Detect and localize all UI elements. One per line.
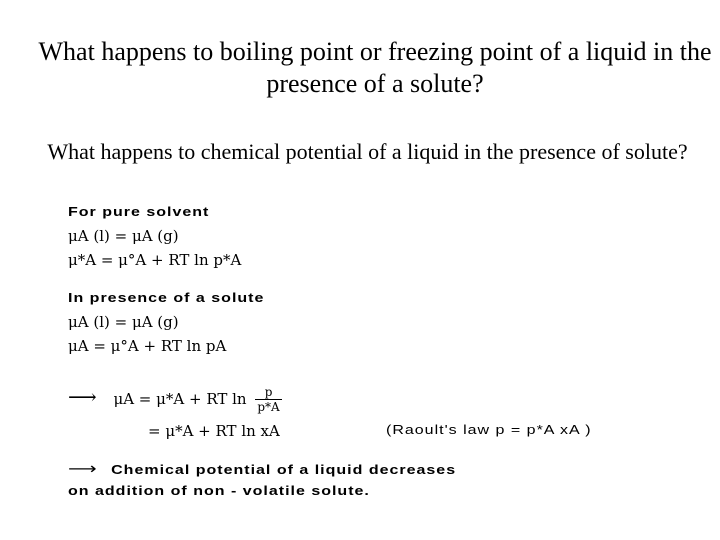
fraction-numerator: p: [255, 385, 281, 400]
solute-equation-2: μA = μ°A + RT ln pA: [68, 337, 227, 355]
pure-solvent-heading: For pure solvent: [68, 205, 210, 220]
pure-equation-2: μ*A = μ°A + RT ln p*A: [68, 251, 242, 269]
fraction-denominator: p*A: [257, 400, 280, 414]
pressure-ratio-fraction: [255, 385, 281, 414]
implies-arrow-icon-2: ⟶: [68, 460, 98, 478]
conclusion-text-1: Chemical potential of a liquid decreases: [111, 463, 457, 478]
slide-title: What happens to boiling point or freezing point of a liquid in the presence of a solute?: [38, 37, 712, 98]
pure-equation-1: μA (l) = μA (g): [68, 227, 179, 245]
solute-heading: In presence of a solute: [68, 291, 265, 306]
result-equation-1-left: μA = μ*A + RT ln: [113, 389, 247, 408]
solute-equation-1: μA (l) = μA (g): [68, 313, 179, 331]
result-equation-1: [68, 385, 282, 414]
result-equation-2: = μ*A + RT ln xA: [148, 422, 280, 440]
derivation-image: [68, 200, 708, 510]
conclusion-line-1: [68, 462, 456, 478]
implies-arrow-icon: ⟶: [68, 384, 97, 409]
conclusion-line-2: on addition of non - volatile solute.: [68, 484, 370, 499]
raoult-law-note: (Raoult's law p = p*A xA ): [386, 423, 592, 438]
slide-subtitle: What happens to chemical potential of a liquid in the presence of solute?: [47, 139, 688, 164]
